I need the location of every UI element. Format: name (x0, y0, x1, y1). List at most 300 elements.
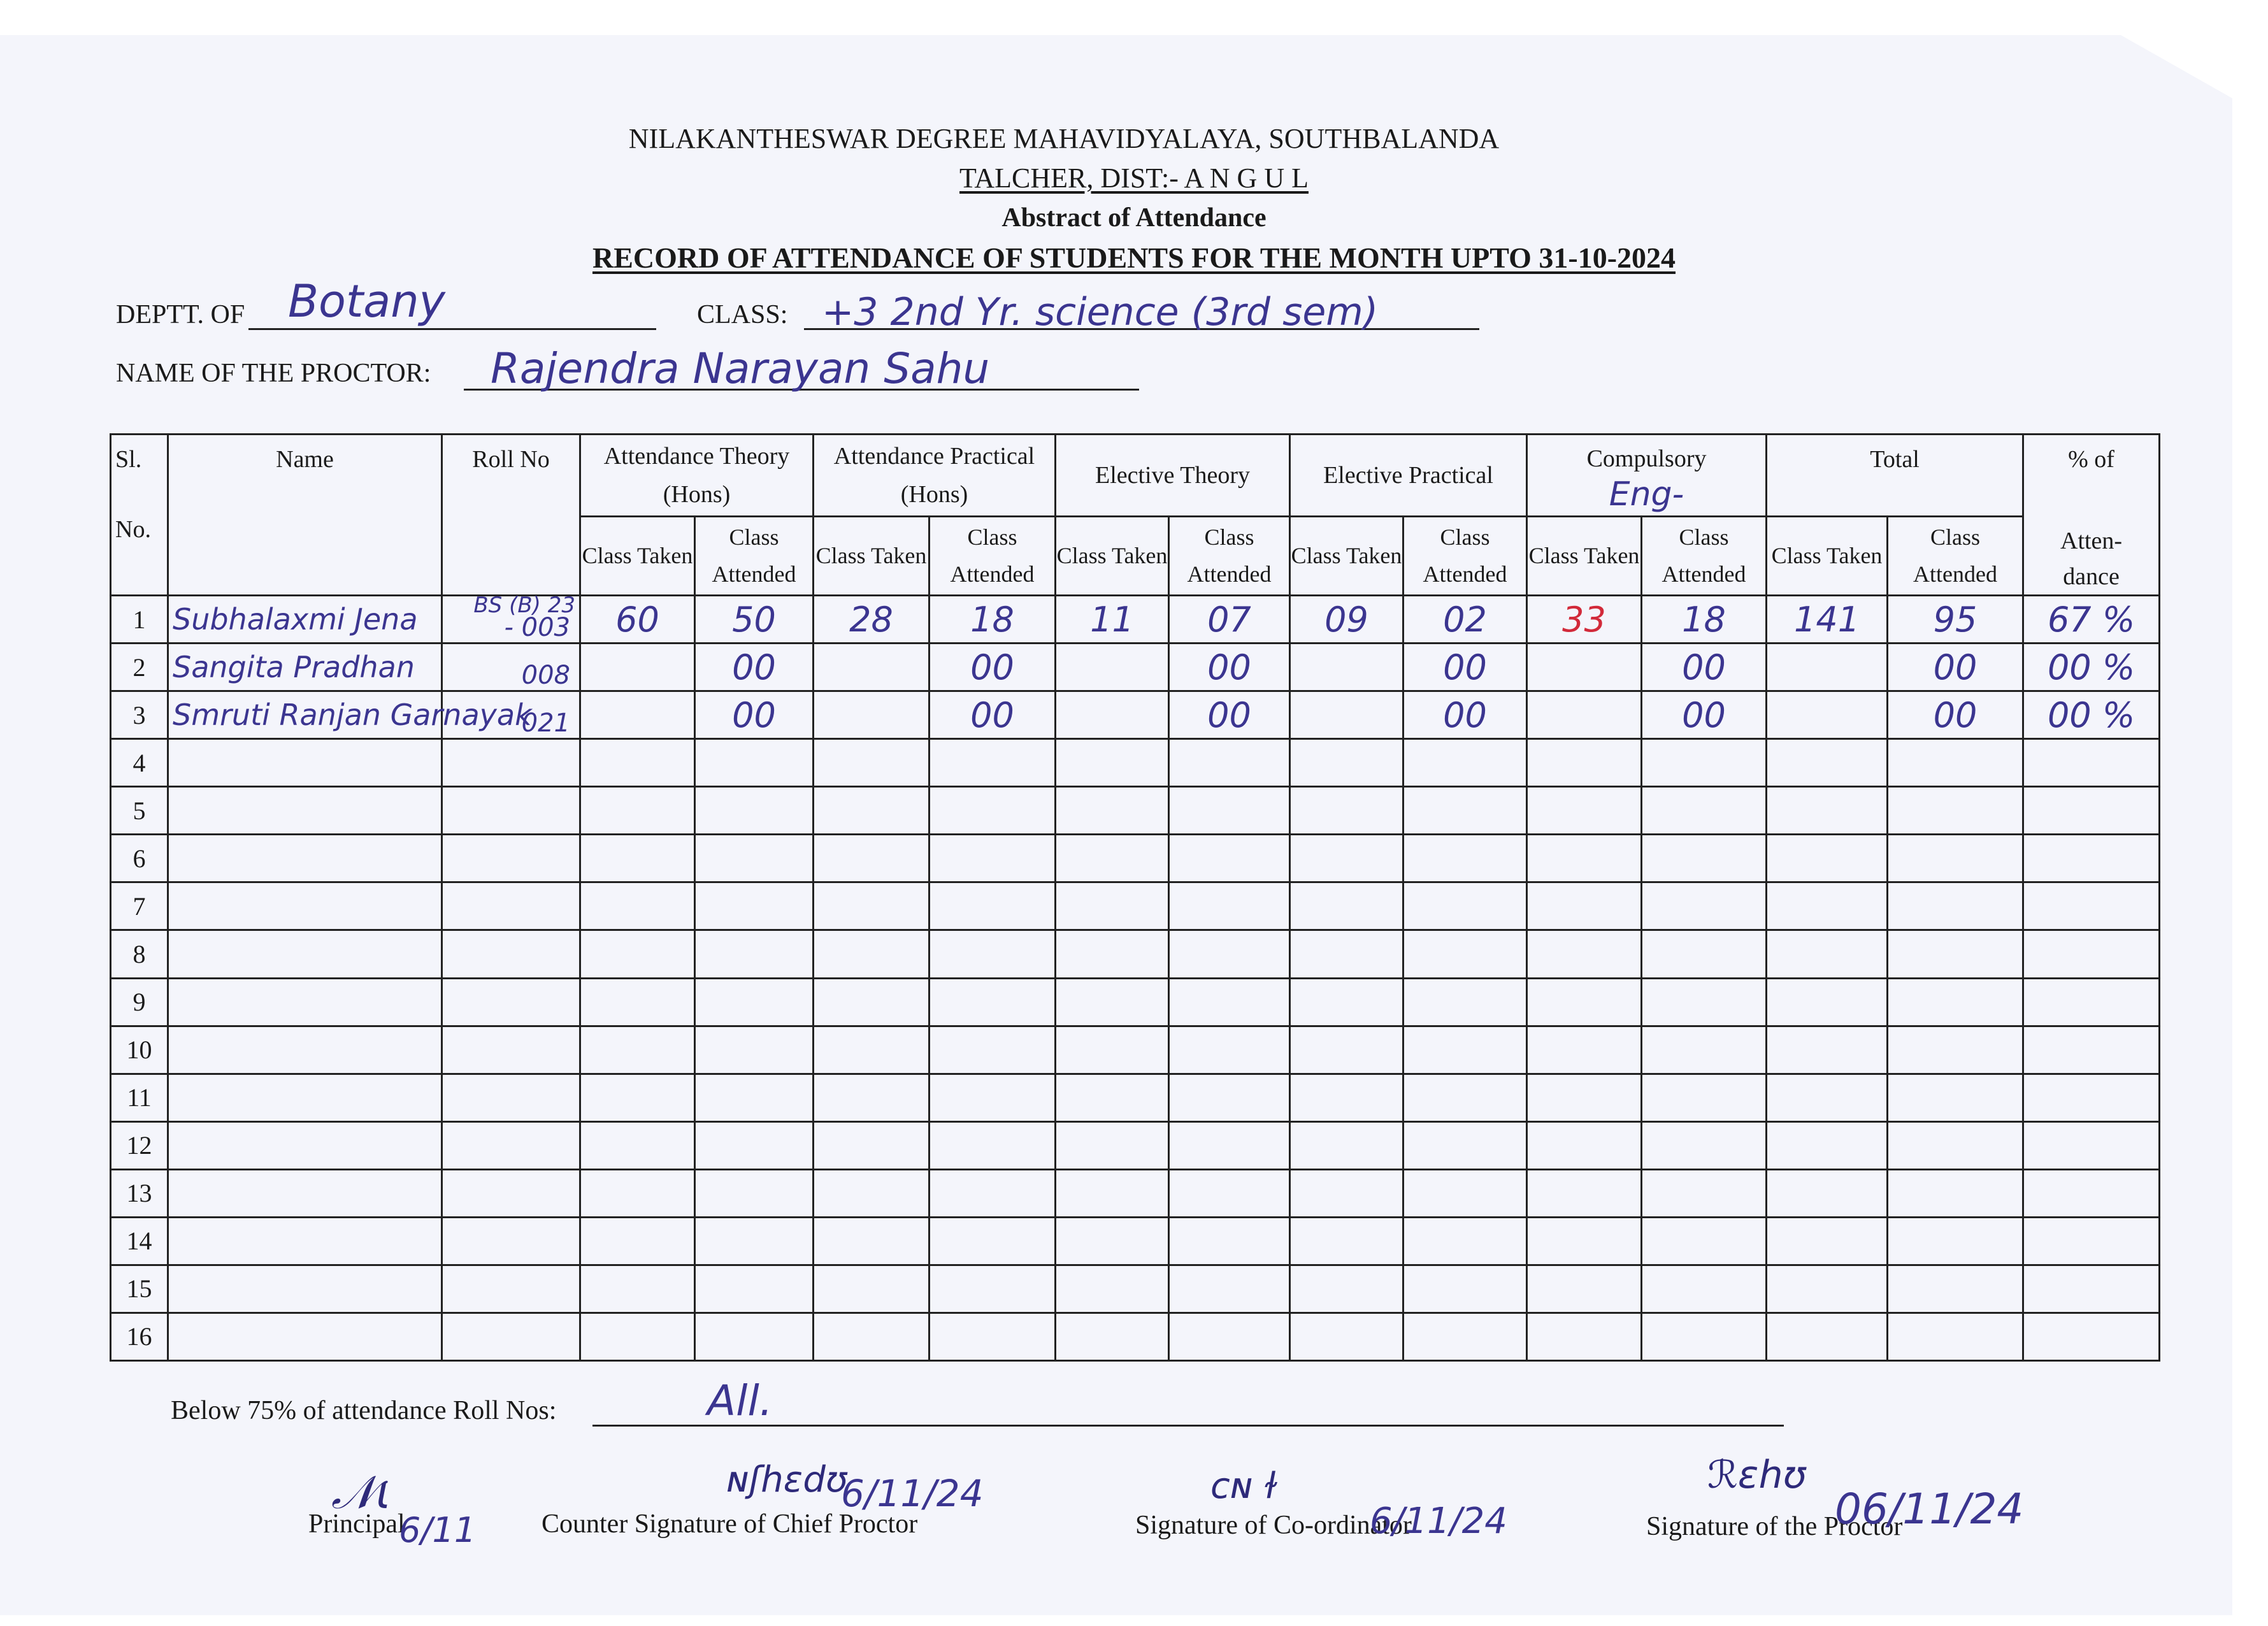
class-taken-cell: 60 (580, 596, 695, 644)
class-attended-cell: 00 (1169, 691, 1290, 739)
empty-cell (1169, 1313, 1290, 1360)
header-percent: % of Atten- dance (2023, 435, 2160, 596)
row-serial: 3 (111, 691, 168, 739)
empty-cell (168, 882, 442, 930)
empty-cell (814, 787, 929, 835)
empty-cell (2023, 1026, 2160, 1074)
empty-cell (1767, 1313, 1888, 1360)
attendance-percent: 00 % (2023, 644, 2160, 691)
record-title: RECORD OF ATTENDANCE OF STUDENTS FOR THE MONTH UPTO 31-10-2024 (592, 241, 1676, 274)
empty-cell (1527, 1265, 1642, 1313)
table-row-empty (111, 835, 2160, 882)
roll-number (442, 593, 580, 644)
class-attended-cell: 00 (929, 691, 1056, 739)
empty-cell (929, 978, 1056, 1026)
empty-cell (929, 787, 1056, 835)
empty-cell (814, 1169, 929, 1217)
empty-cell (1642, 930, 1767, 978)
roll-value: - 003 (504, 613, 570, 643)
class-attended-cell: 00 (1642, 691, 1767, 739)
row-serial: 11 (111, 1074, 168, 1121)
empty-cell (1527, 978, 1642, 1026)
empty-cell (2023, 1265, 2160, 1313)
subheader-class-taken: Class Taken (1527, 516, 1642, 595)
empty-cell (1403, 978, 1527, 1026)
class-taken-cell (1767, 644, 1888, 691)
empty-cell (929, 1026, 1056, 1074)
empty-cell (929, 1313, 1056, 1360)
class-taken-cell: 09 (1290, 596, 1403, 644)
empty-cell (1290, 1313, 1403, 1360)
empty-cell (1169, 1026, 1290, 1074)
empty-cell (695, 1026, 814, 1074)
empty-cell (929, 1121, 1056, 1169)
chief-proctor-signature-label: Counter Signature of Chief Proctor (542, 1509, 918, 1539)
empty-cell (1527, 882, 1642, 930)
empty-cell (1888, 1121, 2023, 1169)
empty-cell (695, 739, 814, 787)
empty-cell (442, 1217, 580, 1265)
empty-cell (1403, 1074, 1527, 1121)
class-attended-cell: 00 (695, 644, 814, 691)
empty-cell (1290, 1265, 1403, 1313)
row-serial: 12 (111, 1121, 168, 1169)
empty-cell (580, 787, 695, 835)
class-attended-cell: 00 (1403, 644, 1527, 691)
class-taken-cell: 33 (1527, 596, 1642, 644)
empty-cell (1888, 1074, 2023, 1121)
class-attended-cell: 00 (1169, 644, 1290, 691)
row-serial: 9 (111, 978, 168, 1026)
class-attended-cell: 00 (929, 644, 1056, 691)
proctor-signature: ℛɛhʊ (1707, 1453, 1807, 1497)
empty-cell (1403, 1265, 1527, 1313)
table-row-empty (111, 1074, 2160, 1121)
empty-cell (1888, 978, 2023, 1026)
empty-cell (1767, 930, 1888, 978)
proctor-value: Rajendra Narayan Sahu (491, 344, 990, 393)
empty-cell (1056, 1217, 1169, 1265)
empty-cell (2023, 1169, 2160, 1217)
empty-cell (1169, 739, 1290, 787)
subheader-class-attended: Class Attended (929, 516, 1056, 595)
empty-cell (1403, 835, 1527, 882)
empty-cell (2023, 930, 2160, 978)
class-taken-cell: 141 (1767, 596, 1888, 644)
class-taken-cell (1290, 691, 1403, 739)
proctor-label: NAME OF THE PROCTOR: (116, 359, 431, 388)
empty-cell (695, 1265, 814, 1313)
empty-cell (442, 1074, 580, 1121)
header-theory-hons: Attendance Theory (Hons) (580, 435, 814, 517)
row-serial: 16 (111, 1313, 168, 1360)
empty-cell (1403, 1313, 1527, 1360)
empty-cell (1642, 882, 1767, 930)
empty-cell (1056, 1169, 1169, 1217)
empty-cell (442, 787, 580, 835)
empty-cell (695, 1169, 814, 1217)
empty-cell (814, 882, 929, 930)
empty-cell (929, 835, 1056, 882)
empty-cell (929, 1217, 1056, 1265)
row-serial: 15 (111, 1265, 168, 1313)
row-serial: 10 (111, 1026, 168, 1074)
class-attended-cell: 00 (1403, 691, 1527, 739)
empty-cell (580, 1217, 695, 1265)
empty-cell (1527, 1217, 1642, 1265)
empty-cell (695, 1313, 814, 1360)
header-compulsory: Compulsory Eng- (1527, 435, 1767, 517)
empty-cell (1527, 787, 1642, 835)
class-attended-cell: 00 (1888, 644, 2023, 691)
principal-signature-label: Principal (308, 1509, 405, 1539)
principal-signature: 𝒩ɩ (331, 1465, 393, 1519)
row-serial: 4 (111, 739, 168, 787)
class-attended-cell: 18 (929, 596, 1056, 644)
empty-cell (1290, 835, 1403, 882)
subheader-class-attended: Class Attended (695, 516, 814, 595)
empty-cell (1888, 1313, 2023, 1360)
empty-cell (580, 1169, 695, 1217)
empty-cell (1403, 739, 1527, 787)
coordinator-date: 6/11/24 (1370, 1500, 1507, 1542)
empty-cell (1403, 787, 1527, 835)
class-taken-cell: 28 (814, 596, 929, 644)
chief-proctor-date: 6/11/24 (841, 1472, 984, 1515)
empty-cell (929, 1169, 1056, 1217)
roll-number (442, 644, 580, 691)
empty-cell (695, 1074, 814, 1121)
empty-cell (1642, 1217, 1767, 1265)
empty-cell (814, 1217, 929, 1265)
empty-cell (2023, 1313, 2160, 1360)
empty-cell (2023, 835, 2160, 882)
row-serial: 5 (111, 787, 168, 835)
header-total: Total (1767, 435, 2023, 517)
empty-cell (1767, 1217, 1888, 1265)
empty-cell (442, 1121, 580, 1169)
empty-cell (1056, 739, 1169, 787)
empty-cell (168, 978, 442, 1026)
proctor-date: 06/11/24 (1835, 1485, 2024, 1534)
table-row-empty (111, 882, 2160, 930)
subheader-class-taken: Class Taken (1767, 516, 1888, 595)
class-attended-cell: 07 (1169, 596, 1290, 644)
empty-cell (1056, 835, 1169, 882)
empty-cell (1888, 835, 2023, 882)
empty-cell (1642, 1265, 1767, 1313)
empty-cell (1642, 1313, 1767, 1360)
attendance-table (110, 433, 2160, 1362)
empty-cell (168, 1121, 442, 1169)
empty-cell (1767, 978, 1888, 1026)
empty-cell (168, 930, 442, 978)
class-attended-cell: 18 (1642, 596, 1767, 644)
empty-cell (580, 930, 695, 978)
empty-cell (1527, 930, 1642, 978)
class-taken-cell: 11 (1056, 596, 1169, 644)
header-name: Name (168, 435, 442, 596)
empty-cell (580, 978, 695, 1026)
empty-cell (1290, 739, 1403, 787)
header-sl: Sl. No. (111, 435, 168, 596)
class-taken-cell (1527, 644, 1642, 691)
empty-cell (1403, 1217, 1527, 1265)
empty-cell (695, 787, 814, 835)
empty-cell (1290, 1217, 1403, 1265)
roll-prefix: BS (B) 23 (473, 593, 575, 618)
empty-cell (1169, 1265, 1290, 1313)
class-taken-cell (1056, 691, 1169, 739)
empty-cell (929, 1074, 1056, 1121)
empty-cell (1056, 978, 1169, 1026)
empty-cell (814, 930, 929, 978)
empty-cell (442, 835, 580, 882)
class-taken-cell (1527, 691, 1642, 739)
empty-cell (168, 787, 442, 835)
empty-cell (1527, 1121, 1642, 1169)
table-row-empty (111, 1217, 2160, 1265)
empty-cell (1169, 1074, 1290, 1121)
table-row (111, 691, 2160, 739)
class-taken-cell (1056, 644, 1169, 691)
subheader-class-taken: Class Taken (1056, 516, 1169, 595)
empty-cell (1642, 1026, 1767, 1074)
empty-cell (2023, 787, 2160, 835)
coordinator-signature: cɴ ɫ (1210, 1465, 1279, 1507)
empty-cell (1767, 1074, 1888, 1121)
subheader-class-taken: Class Taken (1290, 516, 1403, 595)
empty-cell (1527, 1026, 1642, 1074)
header-elective-theory: Elective Theory (1056, 435, 1290, 517)
empty-cell (1169, 978, 1290, 1026)
below-75-label: Below 75% of attendance Roll Nos: (171, 1396, 557, 1425)
below-75-value: All. (707, 1376, 773, 1425)
empty-cell (168, 1026, 442, 1074)
dept-underline (248, 328, 656, 330)
empty-cell (695, 835, 814, 882)
empty-cell (695, 978, 814, 1026)
header-elective-practical: Elective Practical (1290, 435, 1527, 517)
coordinator-signature-label: Signature of Co-ordinator (1135, 1511, 1412, 1540)
empty-cell (580, 882, 695, 930)
empty-cell (1767, 787, 1888, 835)
student-name: Smruti Ranjan Garnayak (168, 691, 442, 739)
empty-cell (695, 1121, 814, 1169)
empty-cell (1767, 1265, 1888, 1313)
empty-cell (1290, 787, 1403, 835)
empty-cell (1056, 1026, 1169, 1074)
empty-cell (168, 1265, 442, 1313)
empty-cell (1056, 1313, 1169, 1360)
empty-cell (442, 739, 580, 787)
class-attended-cell: 50 (695, 596, 814, 644)
empty-cell (1642, 1169, 1767, 1217)
row-serial: 8 (111, 930, 168, 978)
empty-cell (929, 739, 1056, 787)
empty-cell (2023, 1217, 2160, 1265)
row-serial: 2 (111, 644, 168, 691)
roll-number (442, 691, 580, 739)
subheader-class-attended: Class Attended (1403, 516, 1527, 595)
table-row-empty (111, 739, 2160, 787)
empty-cell (168, 739, 442, 787)
empty-cell (168, 835, 442, 882)
empty-cell (929, 882, 1056, 930)
empty-cell (1290, 1026, 1403, 1074)
class-value: +3 2nd Yr. science (3rd sem) (822, 290, 1379, 335)
row-serial: 7 (111, 882, 168, 930)
college-name: NILAKANTHESWAR DEGREE MAHAVIDYALAYA, SOUTHBALANDA (628, 123, 1500, 154)
empty-cell (814, 1121, 929, 1169)
class-taken-cell (1290, 644, 1403, 691)
empty-cell (1767, 882, 1888, 930)
empty-cell (1527, 1169, 1642, 1217)
empty-cell (2023, 978, 2160, 1026)
empty-cell (814, 978, 929, 1026)
empty-cell (2023, 882, 2160, 930)
empty-cell (1527, 739, 1642, 787)
empty-cell (695, 930, 814, 978)
empty-cell (580, 835, 695, 882)
empty-cell (814, 1026, 929, 1074)
table-row-empty (111, 1265, 2160, 1313)
empty-cell (1642, 787, 1767, 835)
empty-cell (168, 1169, 442, 1217)
empty-cell (1767, 1169, 1888, 1217)
table-row (111, 596, 2160, 644)
class-attended-cell: 02 (1403, 596, 1527, 644)
empty-cell (442, 1026, 580, 1074)
class-taken-cell (814, 691, 929, 739)
chief-proctor-signature: ɴʃhɛdʊ (726, 1459, 848, 1500)
subheader-class-taken: Class Taken (580, 516, 695, 595)
student-name: Sangita Pradhan (168, 644, 442, 691)
empty-cell (1056, 882, 1169, 930)
attendance-percent: 67 % (2023, 596, 2160, 644)
empty-cell (168, 1074, 442, 1121)
empty-cell (1888, 787, 2023, 835)
empty-cell (1888, 930, 2023, 978)
roll-value: 021 (521, 709, 570, 738)
row-serial: 1 (111, 596, 168, 644)
empty-cell (1169, 1169, 1290, 1217)
empty-cell (1403, 1169, 1527, 1217)
empty-cell (580, 1313, 695, 1360)
table-row-empty (111, 930, 2160, 978)
empty-cell (1169, 882, 1290, 930)
header-roll: Roll No (442, 435, 580, 596)
empty-cell (442, 1313, 580, 1360)
class-taken-cell (1767, 691, 1888, 739)
principal-date: 6/11 (399, 1510, 477, 1550)
empty-cell (2023, 1121, 2160, 1169)
empty-cell (1642, 978, 1767, 1026)
class-attended-cell: 00 (1642, 644, 1767, 691)
empty-cell (1169, 1121, 1290, 1169)
empty-cell (1888, 1265, 2023, 1313)
empty-cell (580, 1121, 695, 1169)
empty-cell (695, 1217, 814, 1265)
empty-cell (1403, 1121, 1527, 1169)
table-row-empty (111, 787, 2160, 835)
class-label: CLASS: (697, 300, 788, 329)
empty-cell (1056, 1265, 1169, 1313)
empty-cell (1888, 1026, 2023, 1074)
empty-cell (442, 930, 580, 978)
dept-label: DEPTT. OF (116, 300, 245, 329)
college-address: TALCHER, DIST:- A N G U L (959, 162, 1309, 194)
row-serial: 6 (111, 835, 168, 882)
empty-cell (1403, 882, 1527, 930)
empty-cell (580, 739, 695, 787)
class-attended-cell: 00 (1888, 691, 2023, 739)
empty-cell (1056, 787, 1169, 835)
empty-cell (1642, 739, 1767, 787)
empty-cell (580, 1074, 695, 1121)
compulsory-subject-note: Eng- (1609, 475, 1684, 514)
table-row-empty (111, 1026, 2160, 1074)
empty-cell (814, 1265, 929, 1313)
empty-cell (1642, 1074, 1767, 1121)
class-attended-cell: 00 (695, 691, 814, 739)
empty-cell (1403, 1026, 1527, 1074)
table-row (111, 644, 2160, 691)
empty-cell (1056, 930, 1169, 978)
empty-cell (1290, 1074, 1403, 1121)
empty-cell (1642, 1121, 1767, 1169)
empty-cell (1169, 835, 1290, 882)
empty-cell (1888, 1169, 2023, 1217)
empty-cell (1527, 1313, 1642, 1360)
attendance-percent: 00 % (2023, 691, 2160, 739)
empty-cell (1403, 930, 1527, 978)
empty-cell (2023, 739, 2160, 787)
empty-cell (1888, 739, 2023, 787)
empty-cell (1888, 882, 2023, 930)
empty-cell (1169, 1217, 1290, 1265)
subheader-class-attended: Class Attended (1642, 516, 1767, 595)
roll-value: 008 (521, 661, 570, 691)
empty-cell (580, 1026, 695, 1074)
empty-cell (580, 1265, 695, 1313)
empty-cell (929, 1265, 1056, 1313)
header-practical-hons: Attendance Practical (Hons) (814, 435, 1056, 517)
row-serial: 14 (111, 1217, 168, 1265)
empty-cell (1888, 1217, 2023, 1265)
empty-cell (1527, 835, 1642, 882)
empty-cell (1290, 882, 1403, 930)
row-serial: 13 (111, 1169, 168, 1217)
table-row-empty (111, 1169, 2160, 1217)
subheader-class-attended: Class Attended (1888, 516, 2023, 595)
dept-value: Botany (288, 275, 445, 327)
empty-cell (1169, 930, 1290, 978)
empty-cell (168, 1313, 442, 1360)
empty-cell (1056, 1121, 1169, 1169)
table-row-empty (111, 1313, 2160, 1360)
table-row-empty (111, 1121, 2160, 1169)
proctor-signature-label: Signature of the Proctor (1646, 1512, 1903, 1541)
empty-cell (1169, 787, 1290, 835)
form-subtitle: Abstract of Attendance (1001, 203, 1267, 233)
empty-cell (2023, 1074, 2160, 1121)
empty-cell (168, 1217, 442, 1265)
empty-cell (1642, 835, 1767, 882)
table-row-empty (111, 978, 2160, 1026)
empty-cell (1290, 1169, 1403, 1217)
empty-cell (1767, 739, 1888, 787)
